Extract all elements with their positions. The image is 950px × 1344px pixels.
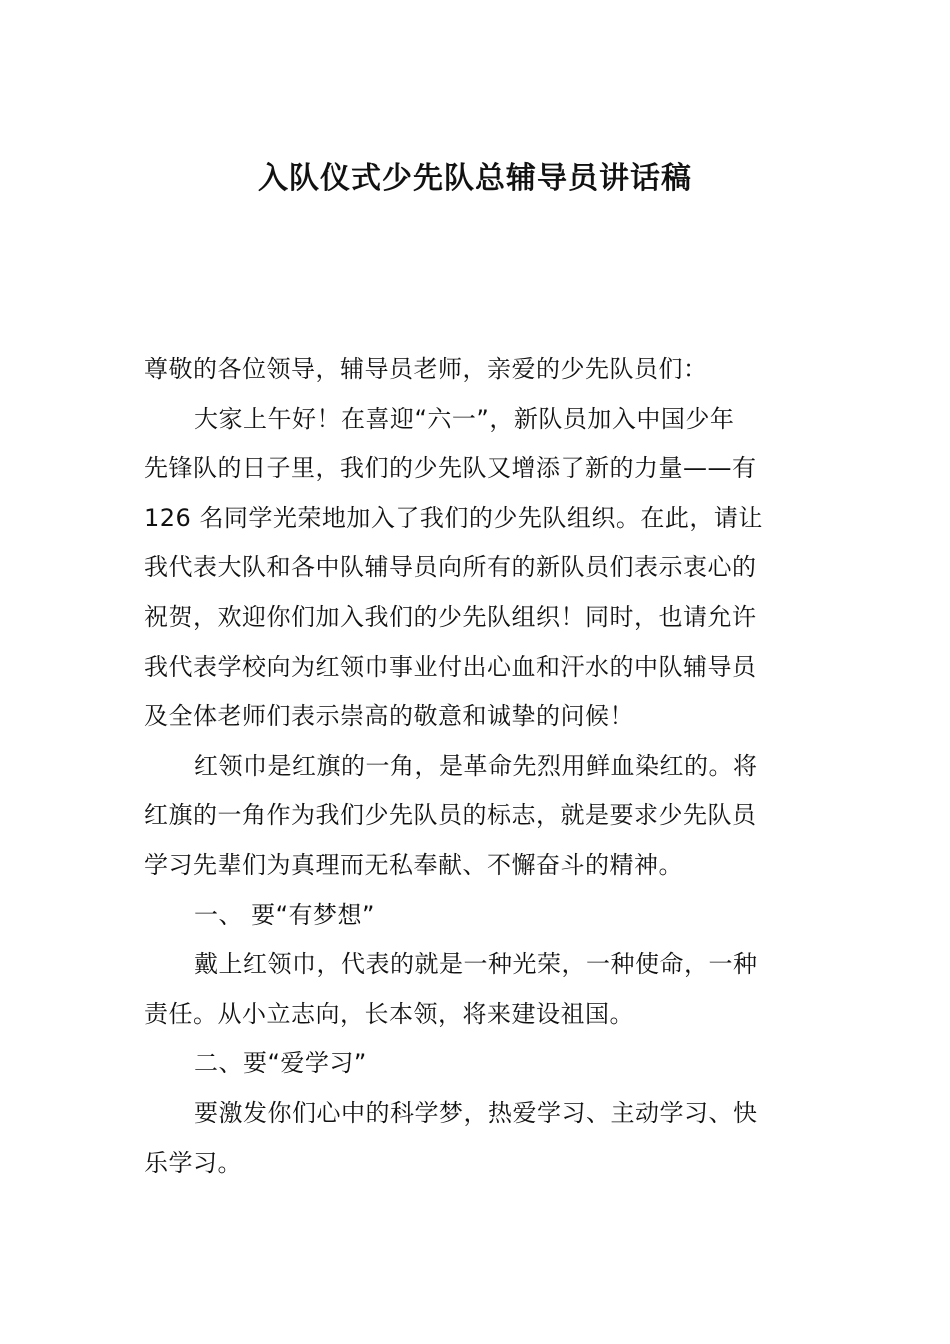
section-heading-dream: [144, 891, 806, 941]
text-line: 要激发你们心中的科学梦，热爱学习、主动学习、快: [194, 1098, 758, 1127]
text-line: 先锋队的日子里，我们的少先队又增添了新的力量——有: [144, 454, 757, 483]
section-heading-study: [144, 1039, 806, 1089]
text-line: 一、 要“有梦想”: [194, 900, 375, 929]
text-line: 责任。从小立志向，长本领，将来建设祖国。: [144, 999, 634, 1028]
salutation: 尊敬的各位领导，辅导员老师，亲爱的少先队员们：: [144, 355, 708, 383]
text-line: 红领巾是红旗的一角，是革命先烈用鲜血染红的。将: [194, 751, 758, 780]
text-line: 红旗的一角作为我们少先队员的标志，就是要求少先队员: [144, 801, 757, 830]
document-title: 入队仪式少先队总辅导员讲话稿: [258, 161, 692, 196]
text-line: 祝贺，欢迎你们加入我们的少先队组织！同时，也请允许: [144, 602, 757, 631]
text-line: 二、要“爱学习”: [194, 1049, 367, 1078]
paragraph-dream: [144, 940, 806, 1039]
document-body: [144, 345, 806, 1188]
text-line: 乐学习。: [144, 1148, 242, 1177]
text-line: 大家上午好！在喜迎“六一”，新队员加入中国少年: [194, 404, 735, 433]
text-line: 我代表学校向为红领巾事业付出心血和汗水的中队辅导员: [144, 652, 757, 681]
paragraph-red-scarf: [144, 742, 806, 891]
paragraph-study: [144, 1089, 806, 1188]
text-line: 学习先辈们为真理而无私奉献、不懈奋斗的精神。: [144, 850, 683, 879]
text-line: 戴上红领巾，代表的就是一种光荣，一种使命，一种: [194, 950, 758, 979]
paragraph-greeting: [144, 395, 806, 742]
text-line: 我代表大队和各中队辅导员向所有的新队员们表示衷心的: [144, 553, 757, 582]
text-line: 及全体老师们表示崇高的敬意和诚挚的问候！: [144, 702, 634, 731]
text-line: 126 名同学光荣地加入了我们的少先队组织。在此，请让: [144, 503, 763, 532]
